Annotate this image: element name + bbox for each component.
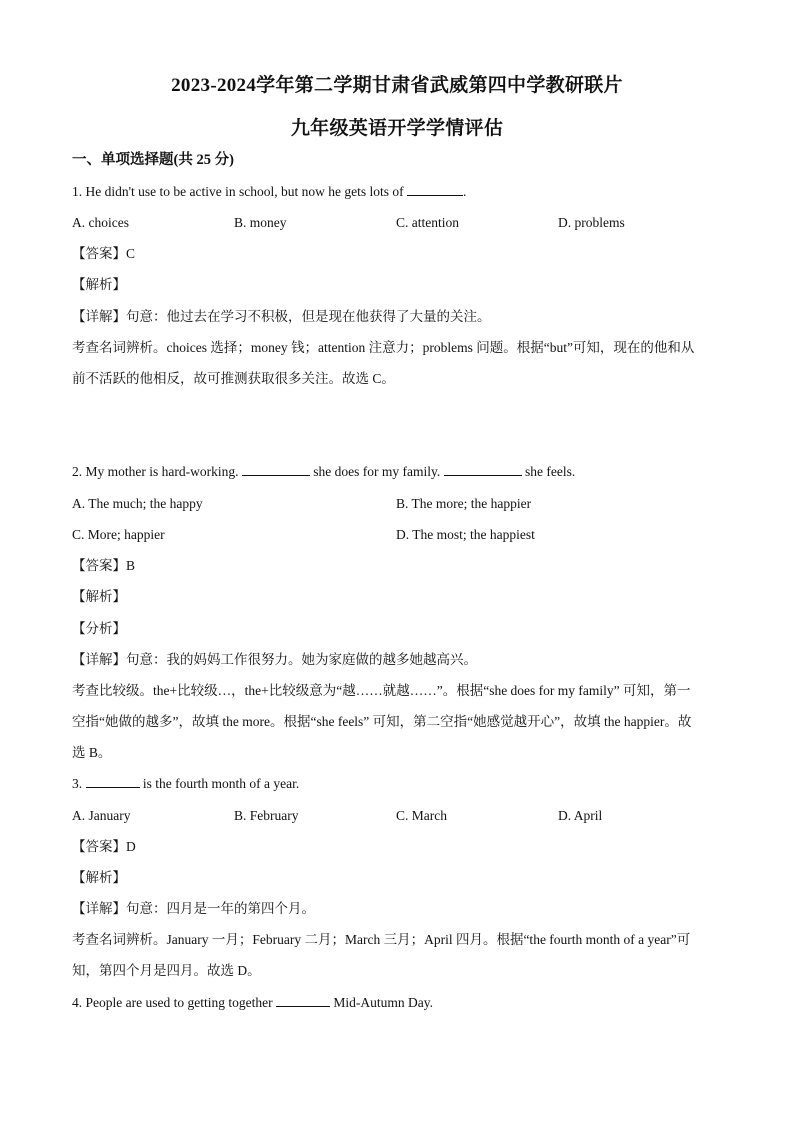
question-3-analysis-label: 【解析】 bbox=[72, 870, 126, 885]
question-2-explanation-line-3: 选 B。 bbox=[72, 745, 112, 760]
question-2-stem-text: 2. My mother is hard-working. bbox=[72, 464, 239, 479]
question-1-option-c: C. attention bbox=[396, 215, 459, 230]
question-2-analysis-label: 【解析】 bbox=[72, 589, 126, 604]
answer-blank bbox=[407, 182, 463, 196]
answer-blank bbox=[444, 462, 522, 476]
section-heading: 一、单项选择题(共 25 分) bbox=[72, 152, 234, 168]
question-2-explanation-line-2: 空指“她做的越多”，故填 the more。根据“she feels” 可知，第二空指“她感觉越开心”，故填 the happier。故 bbox=[72, 714, 692, 729]
question-1-analysis-label: 【解析】 bbox=[72, 277, 126, 292]
detail-label: 【详解】 bbox=[72, 309, 126, 324]
answer-label: 【答案】 bbox=[72, 558, 126, 573]
question-2-option-b: B. The more; the happier bbox=[396, 496, 532, 511]
question-2-stem-end: she feels. bbox=[524, 464, 576, 479]
answer-value: C bbox=[126, 246, 136, 261]
question-4-stem bbox=[72, 993, 433, 1013]
question-1-stem-text: 1. He didn't use to be active in school, but now he gets lots of bbox=[72, 184, 404, 199]
question-3-option-a: A. January bbox=[72, 808, 131, 823]
question-3-stem-text: is the fourth month of a year. bbox=[142, 776, 300, 791]
question-2-option-a: A. The much; the happy bbox=[72, 496, 203, 511]
question-4-stem-text: 4. People are used to getting together bbox=[72, 995, 273, 1010]
question-1-explanation-line-2: 前不活跃的他相反，故可推测获取很多关注。故选 C。 bbox=[72, 371, 395, 386]
question-2-fenxi-label: 【分析】 bbox=[72, 621, 126, 636]
question-2-option-c: C. More; happier bbox=[72, 527, 165, 542]
question-4-stem-end: Mid-Autumn Day. bbox=[333, 995, 433, 1010]
question-2-answer bbox=[72, 556, 135, 576]
document-title: 2023-2024学年第二学期甘肃省武威第四中学教研联片 bbox=[171, 75, 623, 96]
detail-text: 句意：他过去在学习不积极，但是现在他获得了大量的关注。 bbox=[126, 309, 491, 324]
question-1-stem bbox=[72, 182, 466, 202]
answer-label: 【答案】 bbox=[72, 246, 126, 261]
question-1-stem-end: . bbox=[463, 184, 467, 199]
question-2-option-d: D. The most; the happiest bbox=[396, 527, 535, 542]
question-2-explanation-line-1: 考查比较级。the+比较级…，the+比较级意为“越……就越……”。根据“she does for my family” 可知，第一 bbox=[72, 683, 691, 698]
answer-blank bbox=[86, 774, 140, 788]
question-3-stem-number: 3. bbox=[72, 776, 83, 791]
question-3-option-c: C. March bbox=[396, 808, 447, 823]
question-3-detail bbox=[72, 899, 315, 919]
question-3-explanation-line-2: 知，第四个月是四月。故选 D。 bbox=[72, 963, 261, 978]
question-3-answer bbox=[72, 837, 136, 857]
answer-blank bbox=[276, 993, 330, 1007]
question-1-detail bbox=[72, 307, 491, 327]
detail-text: 句意：我的妈妈工作很努力。她为家庭做的越多她越高兴。 bbox=[126, 652, 477, 667]
question-2-stem-middle: she does for my family. bbox=[313, 464, 441, 479]
question-3-option-d: D. April bbox=[558, 808, 603, 823]
question-2-detail bbox=[72, 650, 477, 670]
detail-text: 句意：四月是一年的第四个月。 bbox=[126, 901, 315, 916]
question-1-explanation-line-1: 考查名词辨析。choices 选择；money 钱；attention 注意力；problems 问题。根据“but”可知，现在的他和从 bbox=[72, 340, 695, 355]
question-3-stem bbox=[72, 774, 299, 794]
answer-label: 【答案】 bbox=[72, 839, 126, 854]
question-1-option-a: A. choices bbox=[72, 215, 129, 230]
question-3-option-b: B. February bbox=[234, 808, 299, 823]
detail-label: 【详解】 bbox=[72, 652, 126, 667]
question-1-option-d: D. problems bbox=[558, 215, 625, 230]
question-3-explanation-line-1: 考查名词辨析。January 一月；February 二月；March 三月；April 四月。根据“the fourth month of a year”可 bbox=[72, 932, 691, 947]
question-1-option-b: B. money bbox=[234, 215, 287, 230]
question-2-stem bbox=[72, 462, 575, 482]
detail-label: 【详解】 bbox=[72, 901, 126, 916]
answer-blank bbox=[242, 462, 310, 476]
answer-value: B bbox=[126, 558, 136, 573]
question-1-answer bbox=[72, 244, 135, 264]
answer-value: D bbox=[126, 839, 136, 854]
document-subtitle: 九年级英语开学学情评估 bbox=[290, 118, 504, 139]
